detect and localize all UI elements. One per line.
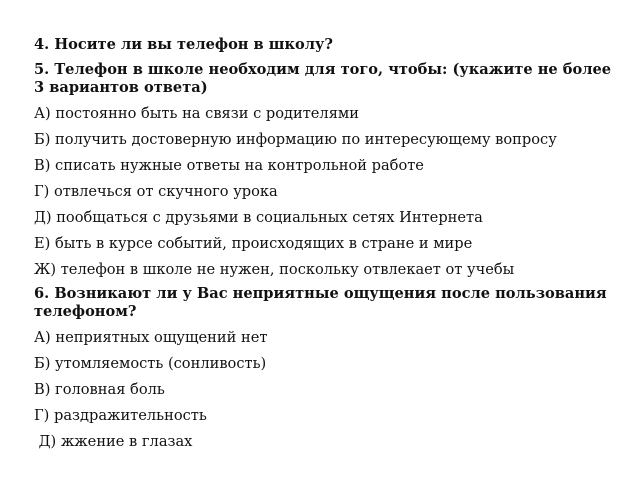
q6-option-d: Д) жжение в глазах bbox=[34, 433, 193, 450]
q5-option-b: Б) получить достоверную информацию по интересующему вопросу bbox=[34, 131, 557, 148]
q5-option-v: В) списать нужные ответы на контрольной работе bbox=[34, 157, 424, 174]
question-6-options bbox=[34, 329, 624, 451]
questionnaire-page bbox=[34, 36, 624, 459]
q5-option-zh: Ж) телефон в школе не нужен, поскольку отвлекает от учебы bbox=[34, 261, 515, 278]
question-4-heading: 4. Носите ли вы телефон в школу? bbox=[34, 36, 333, 53]
q6-option-a: А) неприятных ощущений нет bbox=[34, 329, 268, 346]
question-5-options bbox=[34, 105, 624, 279]
q6-option-b: Б) утомляемость (сонливость) bbox=[34, 355, 267, 372]
q5-option-e: Е) быть в курсе событий, происходящих в стране и мире bbox=[34, 235, 473, 252]
q5-option-d: Д) пообщаться с друзьями в социальных сетях Интернета bbox=[34, 209, 483, 226]
q6-option-g: Г) раздражительность bbox=[34, 407, 207, 424]
q6-option-v: В) головная боль bbox=[34, 381, 165, 398]
q5-option-a: А) постоянно быть на связи с родителями bbox=[34, 105, 359, 122]
q5-option-g: Г) отвлечься от скучного урока bbox=[34, 183, 278, 200]
question-6-heading: 6. Возникают ли у Вас неприятные ощущения после пользования телефоном? bbox=[34, 285, 607, 320]
question-5-heading: 5. Телефон в школе необходим для того, чтобы: (укажите не более 3 вариантов ответа) bbox=[34, 61, 612, 96]
